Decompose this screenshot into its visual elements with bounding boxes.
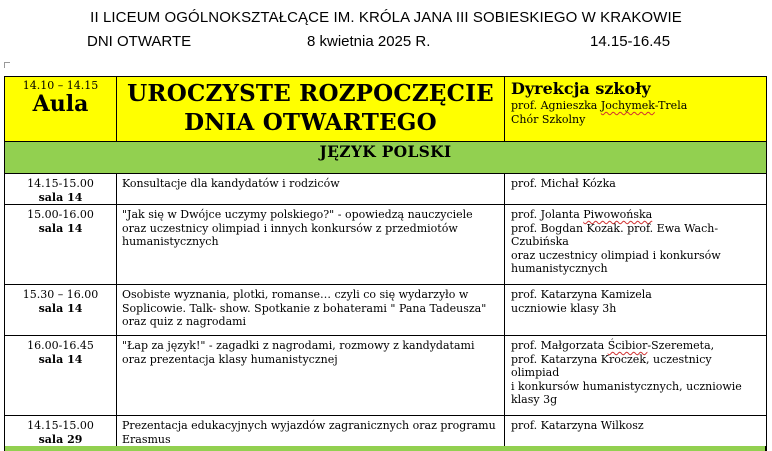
opening-title-cell: [117, 77, 505, 142]
row-room: sala 29: [38, 432, 83, 446]
row-resize-marker: [766, 212, 767, 222]
row-person: prof. Katarzyna Wilkosz: [511, 419, 644, 432]
opening-host-cell: [505, 77, 767, 142]
opening-choir: Chór Szkolny: [511, 113, 586, 126]
event-date: 8 kwietnia 2025 R.: [307, 33, 431, 50]
row-room: sala 14: [38, 221, 83, 235]
section-title: JĘZYK POLSKI: [5, 142, 767, 174]
row-person: [511, 339, 761, 353]
row-time: 14.15-15.00: [27, 419, 94, 432]
person-prefix: prof. Małgorzata: [511, 339, 608, 352]
opening-host-title: Dyrekcja szkoły: [511, 79, 651, 98]
row-description: Konsultacje dla kandydatów i rodziców: [117, 174, 505, 205]
row-person: i konkursów humanistycznych, uczniowie klasy 3g: [511, 379, 742, 406]
table-row: [5, 205, 767, 285]
person-suffix: -Szeremeta,: [647, 339, 715, 352]
host-person-surname: Jochymek: [600, 99, 655, 112]
next-section-strip: [4, 446, 766, 451]
row-time-cell: [5, 205, 117, 285]
row-person: oraz uczestnicy olimpiad i konkursów humanistycznych: [511, 248, 721, 275]
table-row: [5, 285, 767, 336]
row-description: "Łap za język!" - zagadki z nagrodami, rozmowy z kandydatami oraz prezentacja klasy humanistycznej: [117, 336, 505, 416]
row-room: sala 14: [38, 352, 83, 366]
row-person: [511, 208, 761, 222]
event-info-row: [0, 33, 772, 51]
opening-row: [5, 77, 767, 142]
person-surname: Piwowońska: [583, 208, 653, 221]
row-person: prof. Katarzyna Kroczek, uczestnicy olimpiad: [511, 352, 712, 379]
row-persons: [505, 205, 767, 285]
row-persons: [505, 174, 767, 205]
row-time: 16.00-16.45: [27, 339, 94, 352]
event-hours: 14.15-16.45: [590, 33, 671, 50]
table-row: [5, 174, 767, 205]
row-persons: [505, 285, 767, 336]
row-persons: [505, 336, 767, 416]
row-description: Prezentacja edukacyjnych wyjazdów zagranicznych oraz programu Erasmus: [117, 416, 505, 451]
row-description: "Jak się w Dwójce uczymy polskiego?" - opowiedzą nauczyciele oraz uczestnicy olimpiad i innych konkursów z przedmiotów humanistycznych: [117, 205, 505, 285]
host-person-prefix: prof. Agnieszka: [511, 99, 601, 112]
row-person: prof. Michał Kózka: [511, 177, 616, 190]
row-room: sala 14: [38, 190, 83, 204]
row-time-cell: [5, 174, 117, 205]
row-time: 15.00-16.00: [27, 208, 94, 221]
row-time-cell: [5, 285, 117, 336]
opening-time-cell: [5, 77, 117, 142]
opening-title-line1: UROCZYSTE ROZPOCZĘCIE: [127, 80, 494, 107]
opening-title-line2: DNIA OTWARTEGO: [184, 109, 437, 136]
table-move-handle[interactable]: [4, 62, 10, 68]
section-row: [5, 142, 767, 174]
school-title: II LICEUM OGÓLNOKSZTAŁCĄCE IM. KRÓLA JANA III SOBIESKIEGO W KRAKOWIE: [90, 9, 682, 26]
opening-room: Aula: [32, 91, 89, 117]
row-time: 14.15-15.00: [27, 177, 94, 190]
host-person-suffix: -Trela: [654, 99, 688, 112]
row-description: Osobiste wyznania, plotki, romanse… czyli co się wydarzyło w Soplicowie. Talk- show. Spotkanie z bohaterami " Pana Tadeusza" oraz quiz z nagrodami: [117, 285, 505, 336]
row-room: sala 14: [38, 301, 83, 315]
row-time-cell: [5, 336, 117, 416]
row-time: 15.30 – 16.00: [22, 288, 99, 301]
schedule-table: [4, 76, 767, 451]
event-name: DNI OTWARTE: [87, 33, 192, 50]
opening-time: 14.10 – 14.15: [22, 79, 99, 92]
opening-host-person: [511, 99, 766, 113]
person-prefix: prof. Jolanta: [511, 208, 584, 221]
person-surname: Ścibior: [607, 339, 648, 352]
row-person: prof. Katarzyna Kamizela: [511, 288, 652, 301]
row-person: uczniowie klasy 3h: [511, 301, 617, 315]
table-row: [5, 336, 767, 416]
row-person: prof. Bogdan Kozak. prof. Ewa Wach-Czubińska: [511, 221, 719, 248]
